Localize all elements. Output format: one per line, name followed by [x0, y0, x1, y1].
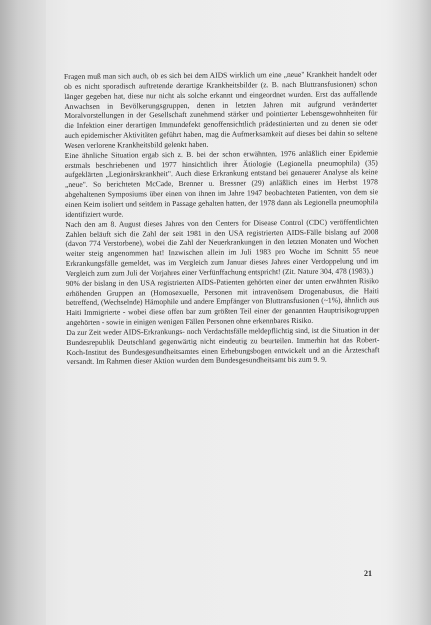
paragraph: 90% der bislang in den USA registrierten AIDS-Patienten gehörten einer der unten erwähnten Risiko erhöhenden Gruppen an (Homosexuelle, Personen mit intravenösem Drogenabusus, die Haiti betreffend, (Wechselnde) Hämophile und andere Empfänger von Bluttransfusionen (~1%), ähnlich aus Haiti Immigrierte - wobei diese offen bar zum größten Teil einer der genannten Hauptrisikogruppen angehörten - sowie in einigen wenigen Fällen Personen ohne erkennbares Risiko. [65, 275, 380, 328]
paragraph: Da zur Zeit weder AIDS-Erkrankungs- noch Verdachtsfälle meldepflichtig sind, ist die Situation in der Bundesrepublik Deutschland gegenwärtig nicht eindeutig zu beurteilen. Immerhin hat das Robert-Koch-Institut des Bundesgesundheitsamtes einen Erhebungsbogen entwickelt und an die Ärzteschaft versandt. Im Rahmen dieser Aktion wurden dem Bundesgesundheitsamt bis zum 9. 9. [66, 325, 380, 367]
page-number: 21 [364, 569, 372, 578]
paragraph: Nach den am 8. August dieses Jahres von den Centers for Disease Control (CDC) veröffentlichten Zahlen beläuft sich die Zahl der seit 1981 in den USA registrierten AIDS-Fälle bislang auf 2008 (davon 774 Verstorbene), wobei die Zahl der Neuerkrankungen in den letzten Monaten und Wochen weiter steig angenommen hat! Inzwischen allein im Juli 1983 pro Woche im Schnitt 55 neue Erkrankungsfälle gemeldet, was im Vergleich zum Januar dieses Jahres einer Verdoppelung und im Vergleich zum zum Juli der Vorjahres einer Verfünffachung entspricht! (Zit. Nature 304, 478 (1983).) [65, 216, 379, 278]
body-text [64, 69, 380, 367]
book-spine-shadow [0, 0, 46, 625]
paragraph: Eine ähnliche Situation ergab sich z. B. bei der schon erwähnten, 1976 anläßlich einer Epidemie erstmals beschriebenen und 1977 hinsichtlich ihrer Ätiologie (Legionella pneumophila) (35) aufgeklärten „Legionärskrankheit". Auch diese Erkrankung entstand bei genauerer Analyse als keine „neue". So berichteten McCade, Brenner u. Bressner (29) anläßlich eines im Herbst 1978 abgehaltenen Symposiums über einen von ihnen im Jahre 1947 beobachteten Patienten, von dem sie einen Keim isoliert und seitdem in Passage gehalten hatten, der 1978 dann als Legionella pneumophila identifiziert wurde. [64, 148, 379, 219]
page-edge-shadow [391, 0, 431, 625]
paragraph: Fragen muß man sich auch, ob es sich bei dem AIDS wirklich um eine „neue" Krankheit handelt oder ob es nicht sporadisch auftretende derartige Krankheitsbilder (z. B. nach Bluttransfusionen) schon länger gegeben hat, diese nur nicht als solche erkannt und eingeordnet wurden. Erst das auffallende Anwachsen in Bevölkerungsgruppen, denen in letzten Jahren mit aufgrund veränderter Moralvorstellungen in der Gesellschaft zunehmend stärker und pointierter Lebensgewohnheiten für die Infektion einer derartigen Immundefekt genoffensichtlich prädestinierten und zu denen sie oder auch epidemischer Aktivitäten geführt haben, mag die Aufmerksamkeit auf dieses bei dahin so seltene Wesen verlorene Krankheitsbild gelenkt haben. [64, 69, 378, 150]
